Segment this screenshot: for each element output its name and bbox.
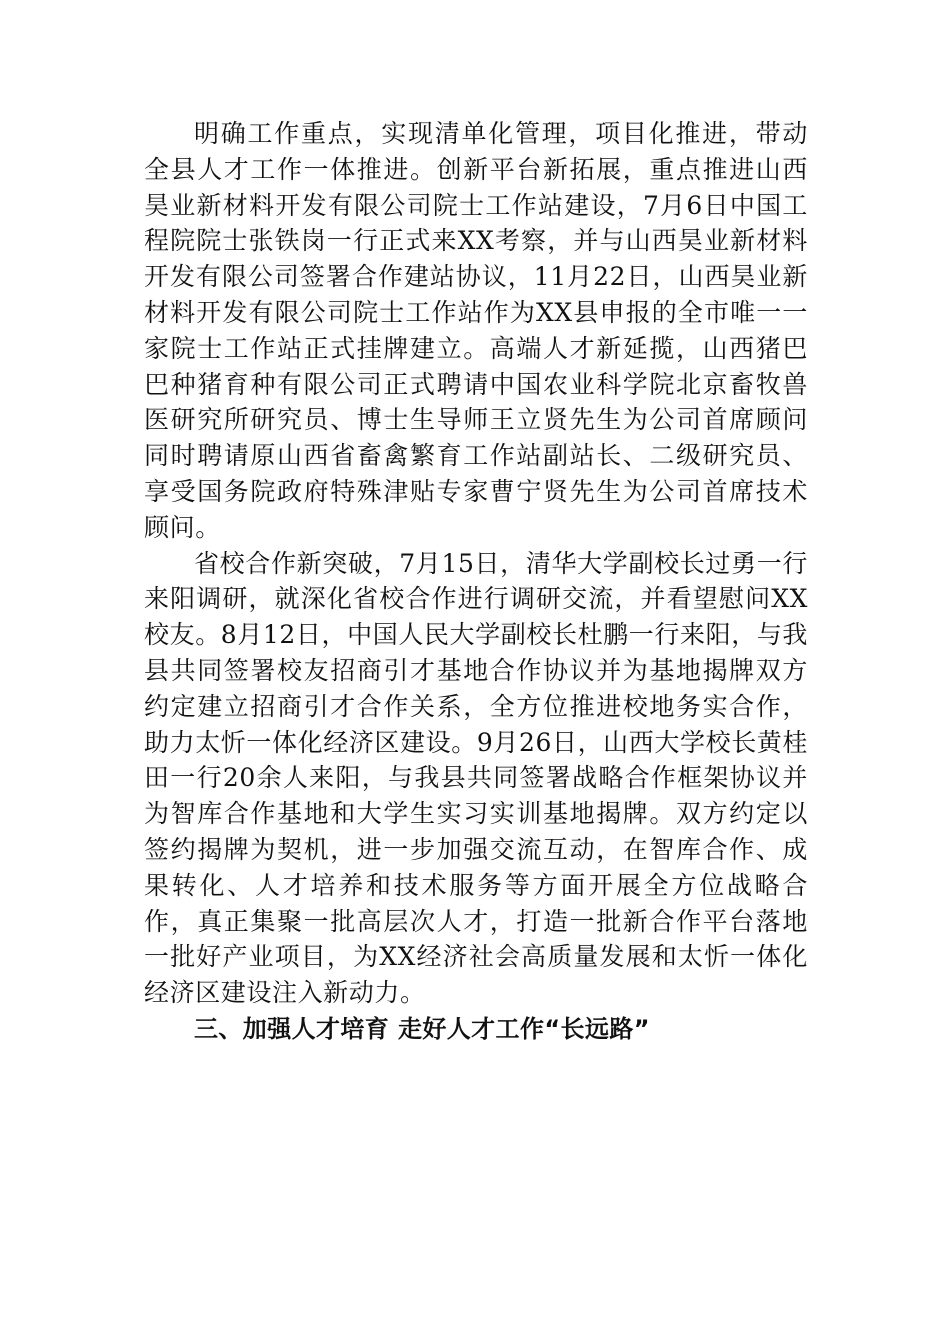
document-body xyxy=(144,116,808,1047)
body-paragraph-1: 明确工作重点，实现清单化管理，项目化推进，带动全县人才工作一体推进。创新平台新拓展，重点推进山西昊业新材料开发有限公司院士工作站建设，7月6日中国工程院院士张铁岗一行正式来XX考察，并与山西昊业新材料开发有限公司签署合作建站协议，11月22日，山西昊业新材料开发有限公司院士工作站作为XX县申报的全市唯一一家院士工作站正式挂牌建立。高端人才新延揽，山西猪巴巴种猪育种有限公司正式聘请中国农业科学院北京畜牧兽医研究所研究员、博士生导师王立贤先生为公司首席顾问同时聘请原山西省畜禽繁育工作站副站长、二级研究员、享受国务院政府特殊津贴专家曹宁贤先生为公司首席技术顾问。 xyxy=(144,119,808,542)
body-paragraph-2: 省校合作新突破，7月15日，清华大学副校长过勇一行来阳调研，就深化省校合作进行调研交流，并看望慰问XX校友。8月12日，中国人民大学副校长杜鹏一行来阳，与我县共同签署校友招商引才基地合作协议并为基地揭牌双方约定建立招商引才合作关系，全方位推进校地务实合作，助力太忻一体化经济区建设。9月26日，山西大学校长黄桂田一行20余人来阳，与我县共同签署战略合作框架协议并为智库合作基地和大学生实习实训基地揭牌。双方约定以签约揭牌为契机，进一步加强交流互动，在智库合作、成果转化、人才培养和技术服务等方面开展全方位战略合作，真正集聚一批高层次人才，打造一批新合作平台落地一批好产业项目，为XX经济社会高质量发展和太忻一体化经济区建设注入新动力。 xyxy=(144,548,808,1008)
section-heading: 三、加强人才培育 走好人才工作“长远路” xyxy=(194,1014,650,1043)
